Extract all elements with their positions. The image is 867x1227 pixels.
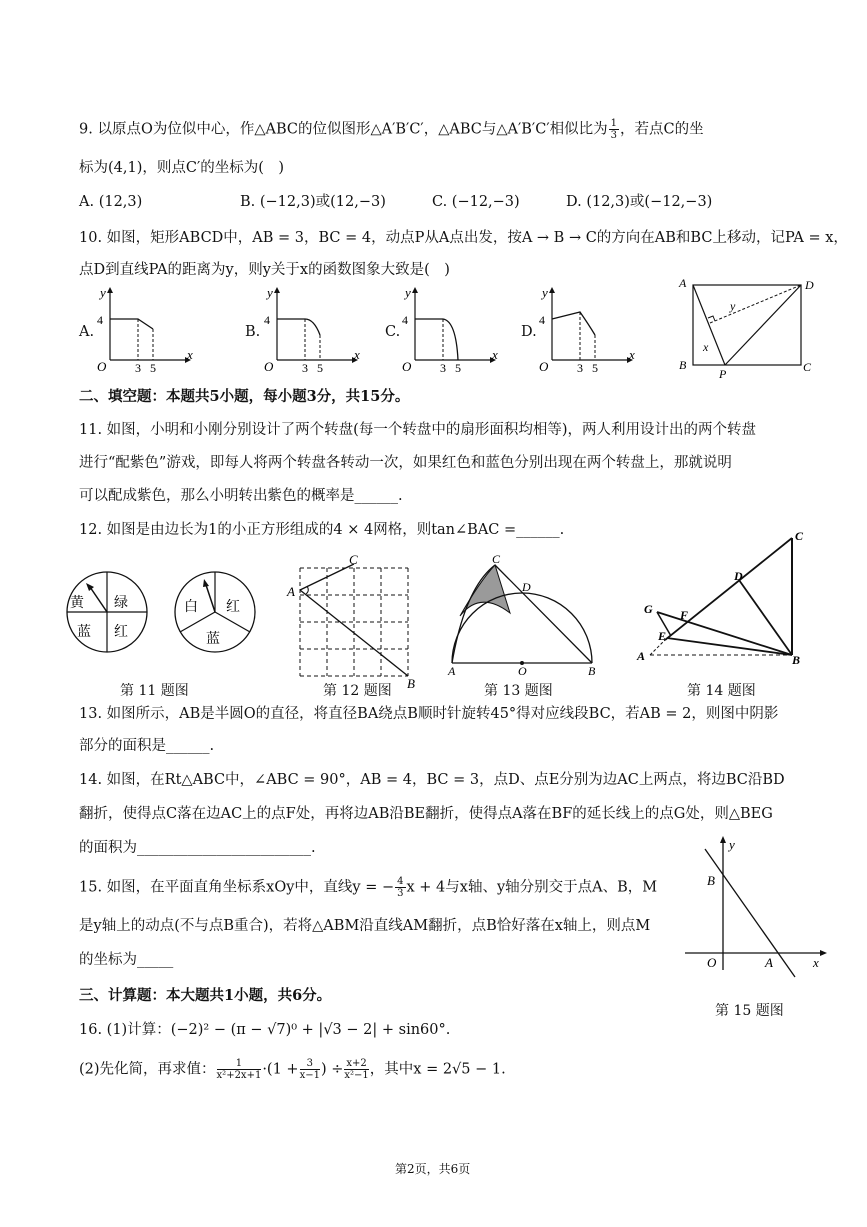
graph-a-label: A. [79,324,95,340]
svg-text:y: y [405,285,411,300]
fraction-1: $\frac{1}{\text{x²+2x+1}}$ [216,1058,262,1081]
section-3-heading: 三、计算题：本大题共1小题，共6分。 [79,987,332,1004]
svg-text:4: 4 [539,313,545,327]
svg-text:C: C [349,552,358,567]
page-footer: 第2页，共6页 [395,1162,471,1176]
q16-part1: 16. (1)计算：(−2)² − (π − √7)⁰ + |√3 − 2| + sin60°. [79,1022,451,1038]
svg-text:B: B [588,664,596,678]
graph-d-label: D. [521,324,537,340]
graph-a [95,285,195,375]
svg-text:3: 3 [577,361,583,375]
svg-text:O: O [264,359,274,374]
grid-figure [285,550,425,690]
q9-option-d: D. (12,3)或(−12,−3) [566,194,713,210]
spinner-2 [170,567,260,657]
caption-fig-15: 第 15 题图 [715,1003,784,1019]
q14-line1: 14. 如图，在Rt△ABC中，∠ABC = 90°，AB = 4，BC = 3，点D、点E分别为边AC上两点，将边BC沿BD [79,772,785,788]
spinner1-green: 绿 [114,596,128,611]
svg-text:C: C [803,360,812,374]
svg-text:x: x [703,340,709,354]
svg-text:O: O [402,359,412,374]
svg-text:A: A [448,664,456,678]
tick-3: 3 [135,361,141,375]
q10-line1: 10. 如图，矩形ABCD中，AB = 3，BC = 4，动点P从A点出发，按A → B → C的方向在AB和BC上移动，记PA = x， [79,230,848,246]
svg-text:3: 3 [440,361,446,375]
svg-text:A: A [287,584,295,599]
q14-line3: 的面积为________________________. [79,840,316,856]
q9-line2: 标为(4,1)，则点C′的坐标为( ) [79,160,285,176]
section-2-heading: 二、填空题：本题共5小题，每小题3分，共15分。 [79,388,410,405]
q14-line2: 翻折，使得点C落在边AC上的点F处，再将边AB沿BE翻折，使得点A落在BF的延长线上的点G处，则△BEG [79,806,773,822]
svg-text:C: C [795,529,804,543]
svg-text:F: F [680,608,689,622]
axis-y: y [100,285,106,300]
svg-text:P: P [719,367,727,381]
slope-fraction: $\frac{4}{3}$ [397,876,404,899]
q13-line1: 13. 如图所示，AB是半圆O的直径，将直径BA绕点B顺时针旋转45°得对应线段BC，若AB = 2，则图中阴影 [79,706,779,722]
svg-text:5: 5 [455,361,461,375]
tick-4: 4 [97,313,103,327]
q11-line1: 11. 如图，小明和小刚分别设计了两个转盘(每一个转盘中的扇形面积均相等)，两人利用设计出的两个转盘 [79,422,756,438]
svg-text:4: 4 [264,313,270,327]
semicircle-figure [440,553,605,678]
svg-text:D: D [734,569,743,583]
svg-text:D: D [522,580,531,594]
svg-text:A: A [679,276,687,290]
graph-b [262,285,362,375]
q11-line2: 进行“配紫色”游戏，即每人将两个转盘各转动一次，如果红色和蓝色分别出现在两个转盘上，那就说明 [79,455,732,471]
svg-text:y: y [542,285,548,300]
caption-fig-11: 第 11 题图 [120,683,189,699]
q9-option-b: B. (−12,3)或(12,−3) [240,194,386,210]
svg-text:O: O [707,955,717,970]
svg-text:B: B [679,358,687,372]
svg-text:B: B [407,676,415,691]
spinner2-red: 红 [226,600,240,615]
graph-d [537,285,637,375]
svg-text:O: O [518,664,527,678]
graph-c-label: C. [385,324,401,340]
q15-line2: 是y轴上的动点(不与点B重合)，若将△ABM沿直线AM翻折，点B恰好落在x轴上，则点M [79,918,651,934]
svg-text:5: 5 [317,361,323,375]
svg-text:B: B [707,873,715,888]
svg-text:C: C [492,552,501,566]
graph-c [400,285,500,375]
svg-text:4: 4 [402,313,408,327]
spinner1-blue: 蓝 [77,625,91,640]
svg-text:B: B [792,653,801,667]
q16-part2: (2)先化简，再求值： $\frac{1}{\text{x²+2x+1}}$ ·(1 + $\frac{3}{x-1}$ ) ÷ $\frac{x+2}{\text{x²−1}}$ ，其中x = 2√5 − 1. [79,1058,506,1081]
q10-line2: 点D到直线PA的距离为y，则y关于x的函数图象大致是( ) [79,262,450,278]
svg-text:A: A [765,955,773,970]
svg-text:D: D [805,278,814,292]
svg-text:x: x [813,955,819,970]
q9-line1: 9. 以原点O为位似中心，作△ABC的位似图形△A′B′C′，△ABC与△A′B′C′相似比为 $\frac{1}{3}$ ，若点C的坐 [79,118,704,141]
svg-text:O: O [539,359,549,374]
svg-text:E: E [658,629,667,643]
svg-text:x: x [492,347,498,362]
svg-text:y: y [267,285,273,300]
q12-line: 12. 如图是由边长为1的小正方形组成的4 × 4网格，则tan∠BAC =______. [79,522,565,538]
axis-x: x [187,347,193,362]
svg-text:G: G [644,602,653,616]
spinner2-white: 白 [184,600,198,615]
q15-line1: 15. 如图，在平面直角坐标系xOy中，直线y = − $\frac{4}{3}$ x + 4与x轴、y轴分别交于点A、B，M [79,876,658,899]
q9-option-c: C. (−12,−3) [432,194,520,210]
caption-fig-12: 第 12 题图 [323,683,392,699]
origin: O [97,359,107,374]
q11-line3: 可以配成紫色，那么小明转出紫色的概率是______. [79,488,403,504]
svg-text:x: x [629,347,635,362]
q13-line2: 部分的面积是______. [79,738,215,754]
graph-b-label: B. [245,324,261,340]
triangle-figure [635,530,815,670]
rectangle-figure [675,275,815,380]
caption-fig-14: 第 14 题图 [687,683,756,699]
svg-text:x: x [354,347,360,362]
tick-5: 5 [150,361,156,375]
spinner1-red: 红 [114,625,128,640]
q9-option-a: A. (12,3) [79,194,143,210]
svg-text:A: A [637,649,646,663]
ratio-fraction: $\frac{1}{3}$ [610,118,617,141]
spinner-1 [62,567,152,657]
svg-text:y: y [730,299,736,313]
svg-text:3: 3 [302,361,308,375]
svg-text:5: 5 [592,361,598,375]
svg-text:y: y [729,837,735,852]
spinner1-yellow: 黄 [70,596,84,611]
fraction-3: $\frac{x+2}{\text{x²−1}}$ [344,1058,369,1081]
spinner2-blue: 蓝 [206,632,220,647]
coordinate-figure [685,835,830,970]
fraction-2: $\frac{3}{x-1}$ [299,1058,320,1081]
q15-line3: 的坐标为_____ [79,952,174,968]
caption-fig-13: 第 13 题图 [484,683,553,699]
